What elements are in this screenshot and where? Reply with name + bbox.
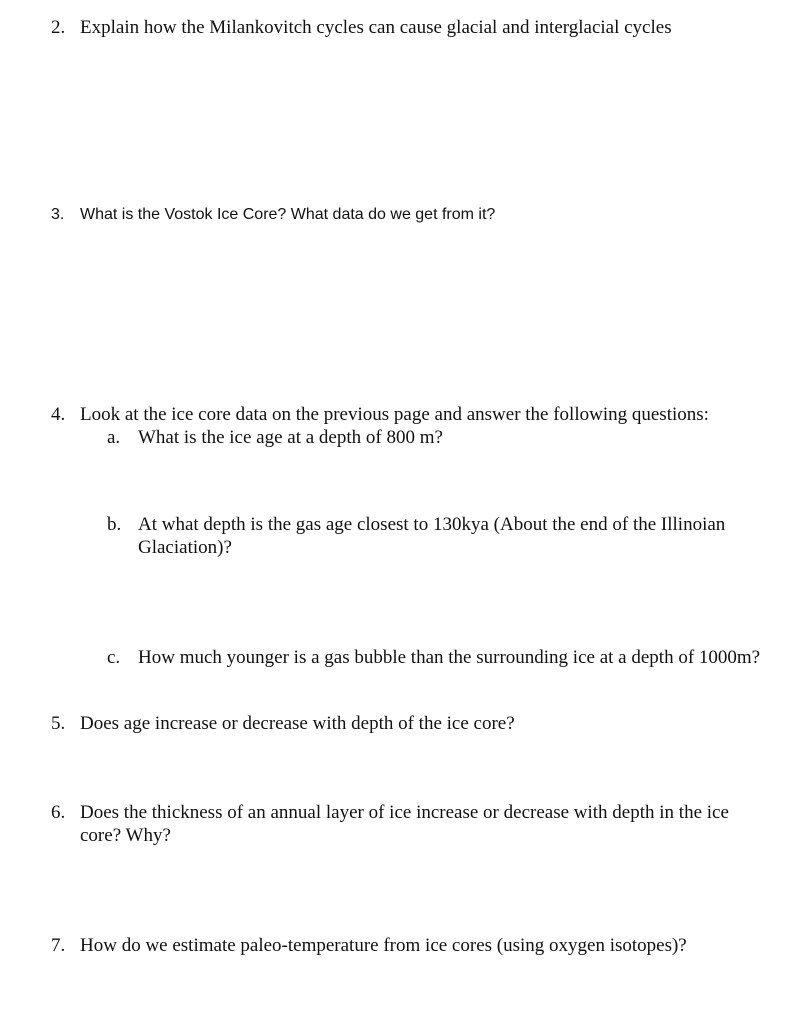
question-number: 2. xyxy=(51,17,66,38)
question-number: 3. xyxy=(51,206,65,223)
question-text: What is the Vostok Ice Core? What data do we get from it? xyxy=(80,206,496,223)
question-text: Look at the ice core data on the previous page and answer the following questions: xyxy=(80,404,709,425)
question-number: 6. xyxy=(51,802,66,823)
question-number: 4. xyxy=(51,404,66,425)
subquestion-letter: c. xyxy=(107,647,121,668)
subquestion-letter: b. xyxy=(107,514,122,535)
subquestion-text: How much younger is a gas bubble than the surrounding ice at a depth of 1000m? xyxy=(138,647,761,668)
question-number: 5. xyxy=(51,713,66,734)
question-number: 7. xyxy=(51,935,66,956)
question-text: Explain how the Milankovitch cycles can cause glacial and interglacial cycles xyxy=(80,17,672,38)
question-text: How do we estimate paleo-temperature from ice cores (using oxygen isotopes)? xyxy=(80,935,687,956)
subquestion-text: What is the ice age at a depth of 800 m? xyxy=(138,427,443,448)
question-text: Does the thickness of an annual layer of ice increase or decrease with depth in the ice core? Why? xyxy=(80,802,729,846)
subquestion-letter: a. xyxy=(107,427,121,448)
question-text: Does age increase or decrease with depth of the ice core? xyxy=(80,713,515,734)
subquestion-text: At what depth is the gas age closest to 130kya (About the end of the Illinoian Glaciation)? xyxy=(138,514,726,558)
